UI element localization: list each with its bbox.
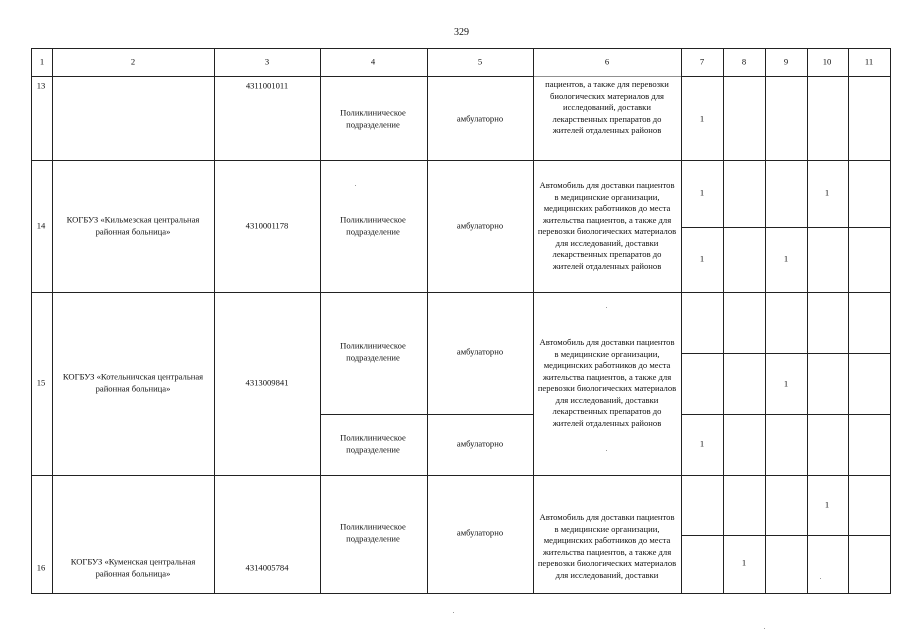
- count-cell: 1: [699, 253, 705, 264]
- care-form-cell: амбулаторно: [456, 438, 504, 449]
- table-border: [31, 593, 891, 594]
- inn-cell: 4310001178: [245, 220, 289, 231]
- table-border: [681, 227, 891, 228]
- table-border: [681, 76, 891, 77]
- table-border: [31, 292, 891, 293]
- table-border: [31, 160, 891, 161]
- table-border: [765, 48, 766, 594]
- page-number: 329: [454, 27, 469, 38]
- count-cell: 1: [824, 499, 830, 510]
- subdivision-cell: Поликлиническое подразделение: [340, 214, 406, 236]
- subdivision-cell: Поликлиническое подразделение: [340, 432, 406, 454]
- care-form-cell: амбулаторно: [456, 220, 504, 231]
- header-cell: 3: [264, 56, 270, 67]
- table-border: [848, 48, 849, 594]
- header-cell: 9: [783, 56, 789, 67]
- header-cell: 4: [370, 56, 376, 67]
- row-number: 14: [36, 220, 46, 231]
- table-border: [31, 475, 891, 476]
- count-cell: 1: [824, 187, 830, 198]
- row-number: 15: [36, 377, 46, 388]
- vehicle-cell-clipped: пациентов, а также для перевозки биологических материалов для исследований, доставки лекарственных препаратов до жителей отдаленных районов: [545, 79, 669, 135]
- scan-speck: [355, 185, 356, 186]
- header-cell: 2: [130, 56, 136, 67]
- scan-speck: [606, 307, 607, 308]
- count-cell: 1: [699, 187, 705, 198]
- count-cell: 1: [783, 253, 789, 264]
- table-border: [807, 48, 808, 594]
- header-cell: 1: [39, 56, 45, 67]
- header-cell: 5: [477, 56, 483, 67]
- subdivision-cell: Поликлиническое подразделение: [340, 107, 406, 129]
- inn-cell: 4311001011: [245, 80, 289, 91]
- table-border: [681, 353, 891, 354]
- scan-speck: [606, 450, 607, 451]
- count-cell: 1: [699, 438, 705, 449]
- table-border: [52, 48, 53, 594]
- organization-cell: КОГБУЗ «Котельничская центральная районная больница»: [62, 371, 204, 393]
- header-cell: 8: [741, 56, 747, 67]
- organization-cell: КОГБУЗ «Кильмезская центральная районная больница»: [66, 214, 200, 236]
- row-number: 16: [36, 562, 46, 573]
- table-border: [681, 48, 682, 594]
- vehicle-cell: Автомобиль для доставки пациентов в медицинские организации, медицинских работников до места жительства пациентов, а также для перевозки биологических материалов для исследований, доставки лекарственных препаратов до жителей отдаленных районов: [537, 337, 677, 428]
- table-border: [320, 414, 533, 415]
- header-cell: 6: [604, 56, 610, 67]
- vehicle-cell-clipped: Автомобиль для доставки пациентов в медицинские организации, медицинских работников до места жительства пациентов, а также для перевозки биологических материалов для исследований, доставки: [537, 512, 677, 580]
- table-border: [320, 48, 321, 594]
- care-form-cell: амбулаторно: [456, 346, 504, 357]
- table-border: [681, 535, 891, 536]
- inn-cell: 4314005784: [245, 562, 289, 573]
- vehicle-cell: Автомобиль для доставки пациентов в медицинские организации, медицинских работников до места жительства пациентов, а также для перевозки биологических материалов для исследований, доставки лекарственных препаратов до жителей отдаленных районов: [537, 180, 677, 271]
- table-border: [533, 76, 681, 77]
- table-border: [320, 76, 533, 77]
- header-cell: 11: [864, 56, 874, 67]
- table-border: [214, 48, 215, 594]
- inn-cell: 4313009841: [245, 377, 289, 388]
- count-cell: 1: [699, 113, 705, 124]
- scan-speck: [453, 612, 454, 613]
- table-border: [533, 48, 534, 594]
- table-border: [681, 414, 891, 415]
- subdivision-cell: Поликлиническое подразделение: [340, 521, 406, 543]
- table-border: [427, 48, 428, 594]
- header-cell: 10: [822, 56, 832, 67]
- care-form-cell: амбулаторно: [456, 527, 504, 538]
- scan-speck: [820, 578, 821, 579]
- organization-cell: КОГБУЗ «Куменская центральная районная больница»: [70, 556, 196, 578]
- count-cell: 1: [783, 378, 789, 389]
- header-cell: 7: [699, 56, 705, 67]
- table-border: [31, 48, 891, 49]
- row-number: 13: [36, 80, 46, 91]
- count-cell: 1: [741, 557, 747, 568]
- table-border: [723, 48, 724, 594]
- table-border: [31, 76, 320, 77]
- subdivision-cell: Поликлиническое подразделение: [340, 340, 406, 362]
- scan-speck: [764, 628, 765, 629]
- care-form-cell: амбулаторно: [456, 113, 504, 124]
- table-border: [890, 48, 891, 594]
- table-border: [31, 48, 32, 594]
